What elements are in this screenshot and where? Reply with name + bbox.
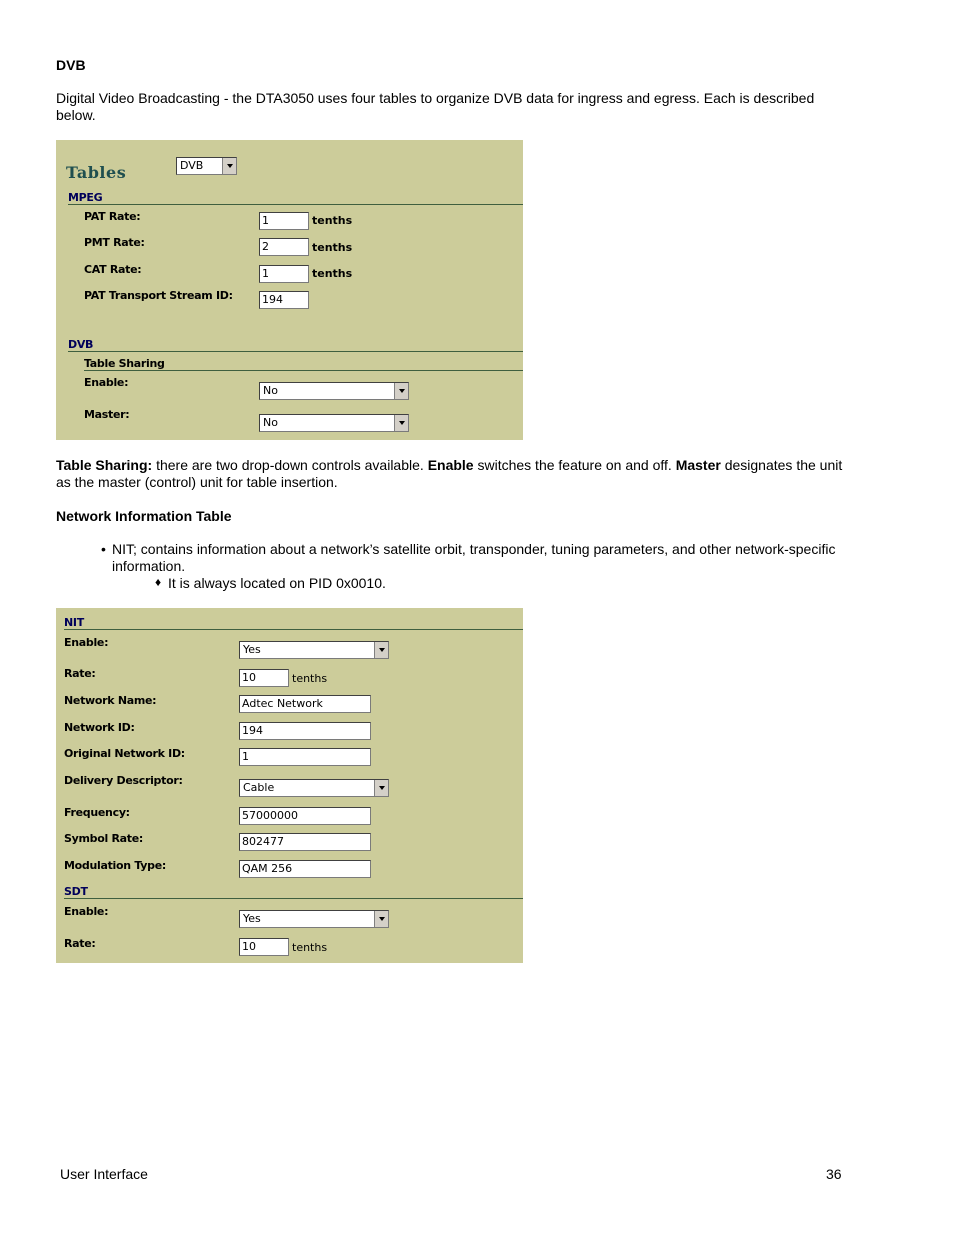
- nit-enable-value: Yes: [243, 643, 261, 656]
- pat-tsid-label: PAT Transport Stream ID:: [84, 289, 233, 302]
- network-id-label: Network ID:: [64, 721, 135, 734]
- original-network-id-input[interactable]: 1: [239, 748, 371, 766]
- nit-rate-unit: tenths: [292, 672, 328, 685]
- master-term: Master: [675, 457, 721, 473]
- section-mpeg: MPEG: [68, 191, 103, 204]
- text-run: designates the unit as the master (control) unit for table insertion.: [56, 457, 843, 490]
- chevron-down-icon[interactable]: [374, 642, 388, 658]
- divider: [68, 351, 523, 352]
- modulation-type-input[interactable]: QAM 256: [239, 860, 371, 878]
- pat-tsid-input[interactable]: 194: [259, 291, 309, 309]
- network-id-input[interactable]: 194: [239, 722, 371, 740]
- divider: [68, 204, 523, 205]
- pat-rate-unit: tenths: [312, 214, 353, 227]
- nit-rate-label: Rate:: [64, 667, 96, 680]
- section-dvb: DVB: [68, 338, 94, 351]
- original-network-id-label: Original Network ID:: [64, 747, 185, 760]
- symbol-rate-label: Symbol Rate:: [64, 832, 143, 845]
- divider: [64, 629, 523, 630]
- section-sdt: SDT: [64, 885, 88, 898]
- pat-rate-label: PAT Rate:: [84, 210, 141, 223]
- pat-rate-input[interactable]: 1: [259, 212, 309, 230]
- cat-rate-unit: tenths: [312, 267, 353, 280]
- pmt-rate-input[interactable]: 2: [259, 238, 309, 256]
- sdt-rate-label: Rate:: [64, 937, 96, 950]
- nit-panel: [56, 608, 523, 963]
- sdt-enable-label: Enable:: [64, 905, 109, 918]
- delivery-descriptor-value: Cable: [243, 781, 275, 794]
- network-name-input[interactable]: Adtec Network: [239, 695, 371, 713]
- delivery-descriptor-label: Delivery Descriptor:: [64, 774, 183, 787]
- page-number: 36: [826, 1166, 842, 1182]
- pmt-rate-unit: tenths: [312, 241, 353, 254]
- tables-title: Tables: [66, 163, 127, 182]
- delivery-descriptor-select[interactable]: [239, 779, 389, 797]
- sdt-rate-unit: tenths: [292, 941, 328, 954]
- chevron-down-icon[interactable]: [374, 780, 388, 796]
- footer-section-title: User Interface: [60, 1166, 148, 1182]
- text-run: there are two drop-down controls available.: [152, 457, 428, 473]
- master-select-value: No: [263, 416, 278, 429]
- bullet-pid: It is always located on PID 0x0010.: [168, 575, 386, 591]
- heading-dvb: DVB: [56, 57, 86, 73]
- nit-rate-input[interactable]: 10: [239, 669, 289, 687]
- table-sharing-subheading: Table Sharing: [84, 357, 165, 370]
- enable-term: Enable: [427, 457, 474, 473]
- cat-rate-label: CAT Rate:: [84, 263, 142, 276]
- frequency-input[interactable]: 57000000: [239, 807, 371, 825]
- bullet-nit: NIT; contains information about a network’s satellite orbit, transponder, tuning parameters, and other network-specific information.: [112, 541, 836, 574]
- table-sharing-enable-select[interactable]: [259, 382, 409, 400]
- chevron-down-icon[interactable]: [222, 158, 236, 174]
- frequency-label: Frequency:: [64, 806, 130, 819]
- symbol-rate-input[interactable]: 802477: [239, 833, 371, 851]
- sdt-enable-value: Yes: [243, 912, 261, 925]
- cat-rate-input[interactable]: 1: [259, 265, 309, 283]
- chevron-down-icon[interactable]: [394, 415, 408, 431]
- pmt-rate-label: PMT Rate:: [84, 236, 145, 249]
- enable-label: Enable:: [84, 376, 129, 389]
- table-type-value: DVB: [180, 159, 204, 172]
- section-nit: NIT: [64, 616, 84, 629]
- table-sharing-master-select[interactable]: [259, 414, 409, 432]
- nit-enable-select[interactable]: [239, 641, 389, 659]
- heading-nit: Network Information Table: [56, 508, 232, 524]
- tables-panel: [56, 140, 523, 440]
- diamond-icon: ♦: [155, 575, 162, 589]
- master-label: Master:: [84, 408, 130, 421]
- chevron-down-icon[interactable]: [394, 383, 408, 399]
- divider: [64, 898, 523, 899]
- intro-paragraph: Digital Video Broadcasting - the DTA3050 uses four tables to organize DVB data for ingress and egress. Each is described below.: [56, 90, 815, 123]
- table-sharing-term: Table Sharing:: [56, 457, 153, 473]
- enable-select-value: No: [263, 384, 278, 397]
- sdt-enable-select[interactable]: [239, 910, 389, 928]
- nit-enable-label: Enable:: [64, 636, 109, 649]
- chevron-down-icon[interactable]: [374, 911, 388, 927]
- divider: [84, 370, 523, 371]
- table-sharing-paragraph: [56, 457, 846, 491]
- bullet-icon: •: [101, 541, 106, 557]
- modulation-type-label: Modulation Type:: [64, 859, 166, 872]
- sdt-rate-input[interactable]: 10: [239, 938, 289, 956]
- network-name-label: Network Name:: [64, 694, 157, 707]
- text-run: switches the feature on and off.: [473, 457, 676, 473]
- table-type-select[interactable]: [176, 157, 237, 175]
